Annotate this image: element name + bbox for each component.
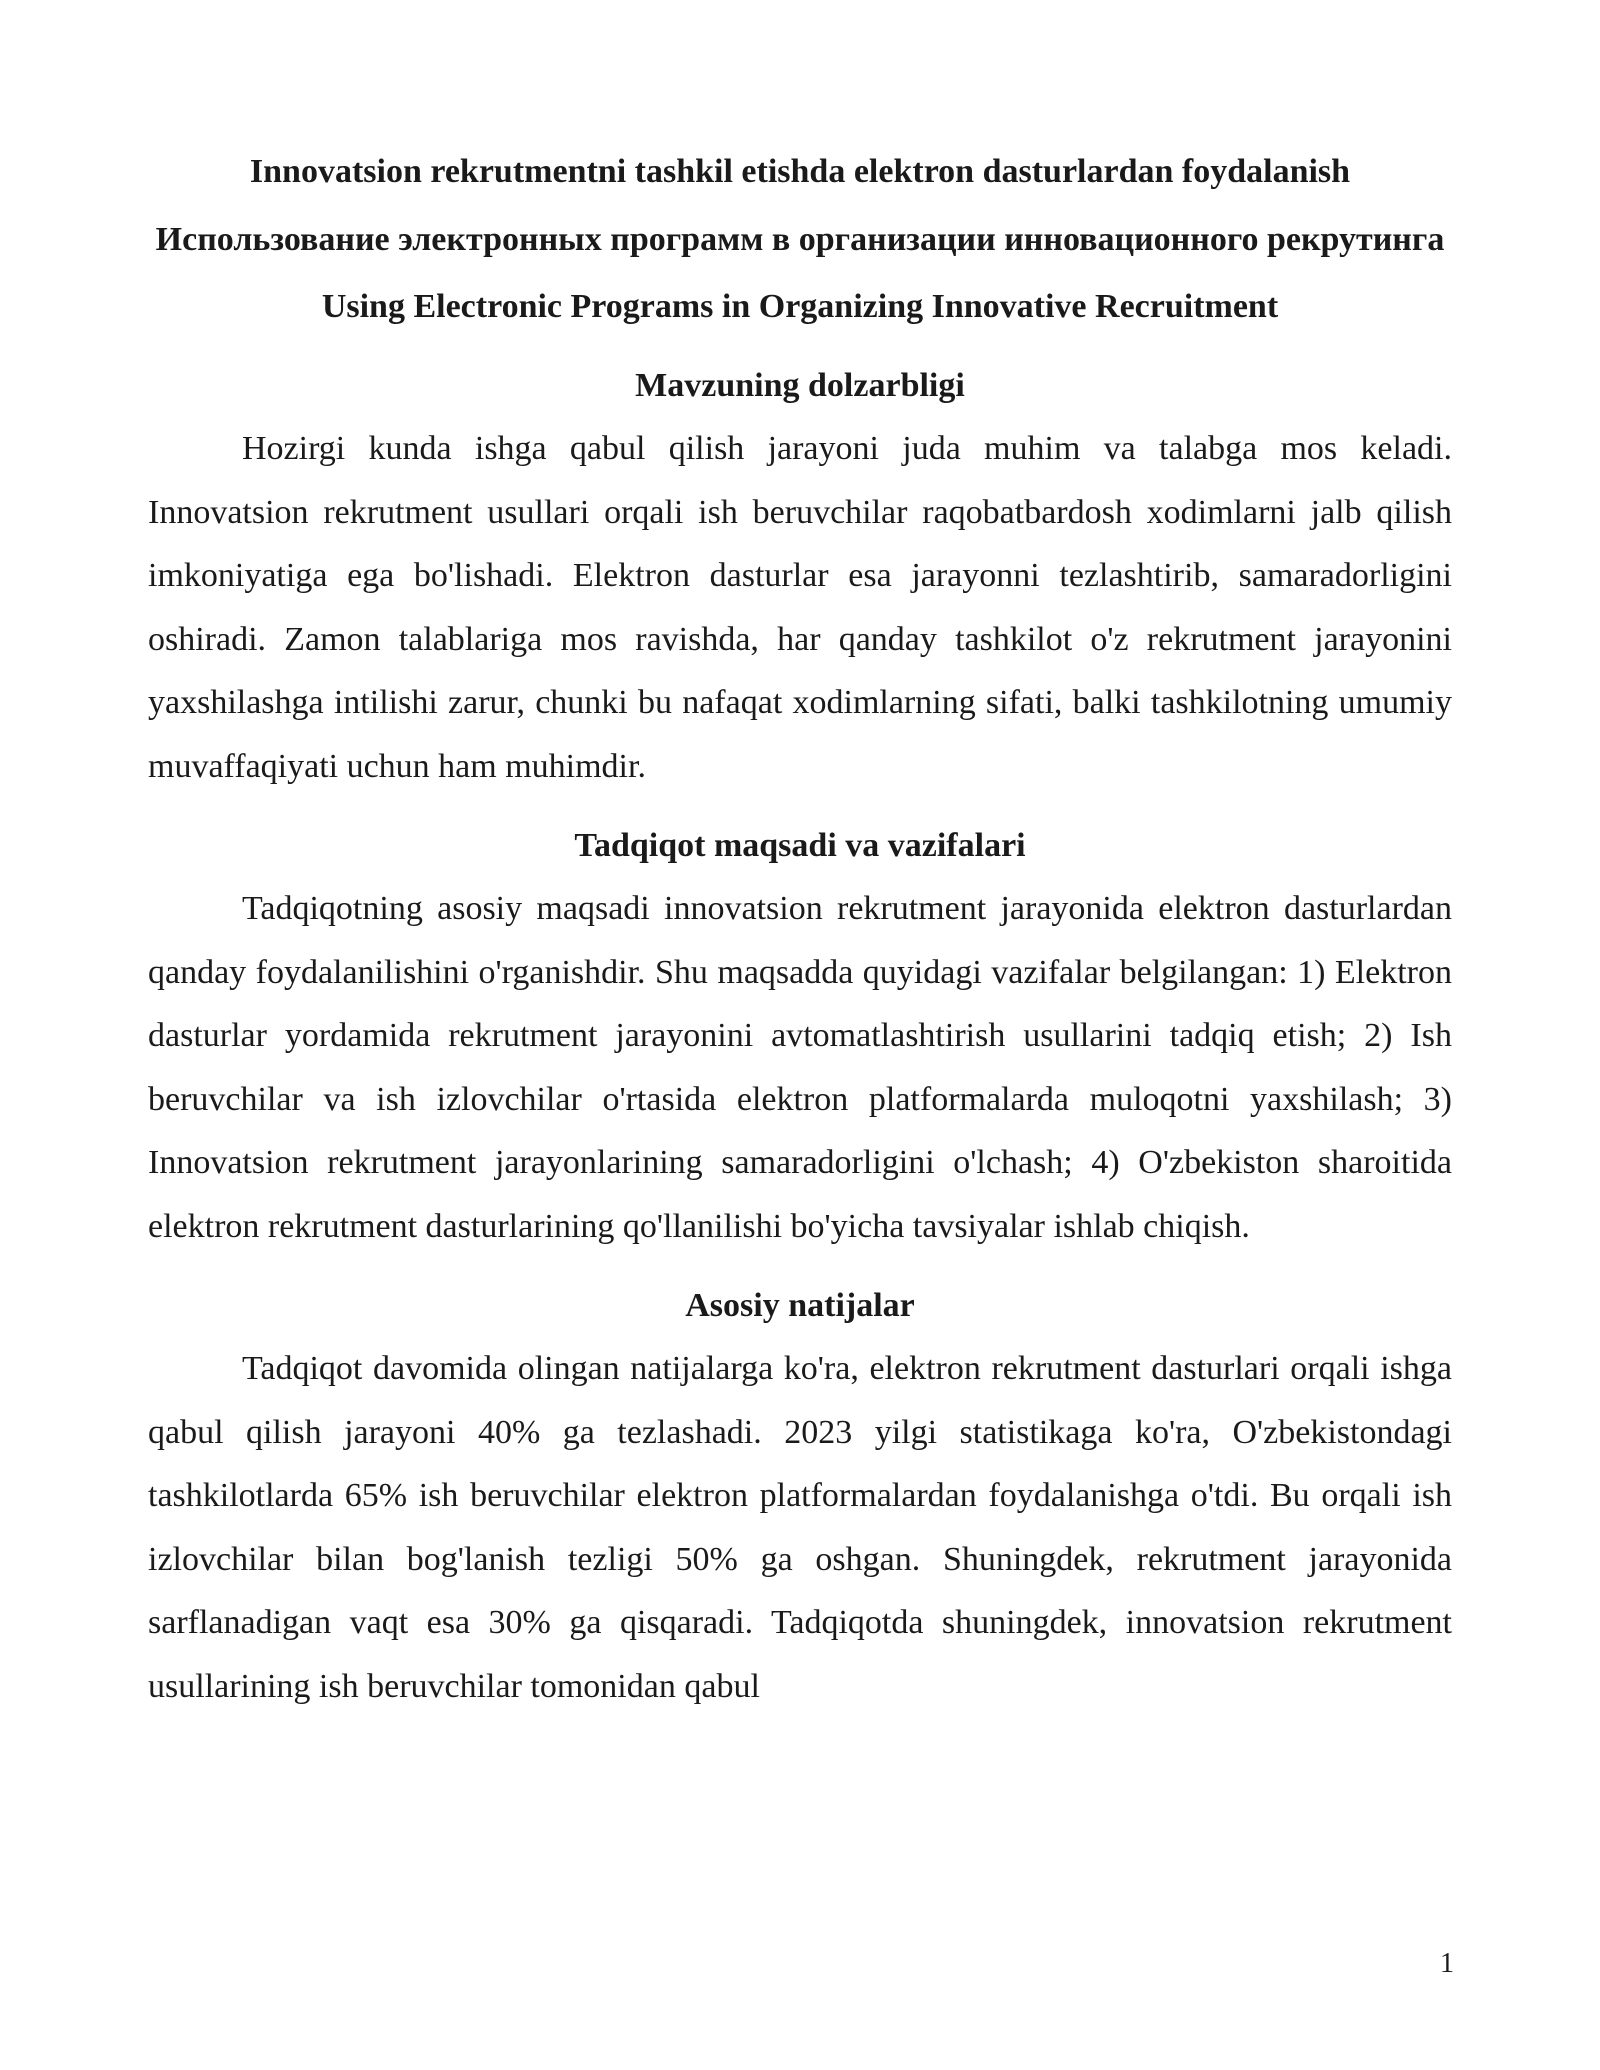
page-number: 1 xyxy=(1440,1948,1454,1979)
section-relevance xyxy=(148,354,1452,798)
section-heading: Mavzuning dolzarbligi xyxy=(635,367,965,404)
title-uzbek: Innovatsion rekrutmentni tashkil etishda elektron dasturlardan foydalanish xyxy=(249,153,1351,190)
section-goals xyxy=(148,814,1452,1258)
section-paragraph: Hozirgi kunda ishga qabul qilish jarayoni juda muhim va talabga mos keladi. Innovatsion rekrutment usullari orqali ish beruvchilar raqobatbardosh xodimlarni jalb qilish imkoniyatiga ega bo'lishadi. Elektron dasturlar esa jarayonni tezlashtirib, samaradorligini oshiradi. Zamon talablariga mos ravishda, har qanday tashkilot o'z rekrutment jarayonini yaxshilashga intilishi zarur, chunki bu nafaqat xodimlarning sifati, balki tashkilotning umumiy muvaffaqiyati uchun ham muhimdir. xyxy=(148,430,1452,785)
section-paragraph: Tadqiqotning asosiy maqsadi innovatsion rekrutment jarayonida elektron dasturlardan qanday foydalanilishini o'rganishdir. Shu maqsadda quyidagi vazifalar belgilangan: 1) Elektron dasturlar yordamida rekrutment jarayonini avtomatlashtirish usullarini tadqiq etish; 2) Ish beruvchilar va ish izlovchilar o'rtasida elektron platformalarda muloqotni yaxshilash; 3) Innovatsion rekrutment jarayonlarining samaradorligini o'lchash; 4) O'zbekiston sharoitida elektron rekrutment dasturlarining qo'llanilishi bo'yicha tavsiyalar ishlab chiqish. xyxy=(148,890,1452,1245)
title-russian: Использование электронных программ в организации инновационного рекрутинга xyxy=(155,221,1445,258)
title-english: Using Electronic Programs in Organizing Innovative Recruitment xyxy=(321,288,1279,325)
document-page xyxy=(148,140,1452,1718)
section-paragraph: Tadqiqot davomida olingan natijalarga ko'ra, elektron rekrutment dasturlari orqali ishga qabul qilish jarayoni 40% ga tezlashadi. 2023 yilgi statistikaga ko'ra, O'zbekistondagi tashkilotlarda 65% ish beruvchilar elektron platformalardan foydalanishga o'tdi. Bu orqali ish izlovchilar bilan bog'lanish tezligi 50% ga oshgan. Shuningdek, rekrutment jarayonida sarflanadigan vaqt esa 30% ga qisqaradi. Tadqiqotda shuningdek, innovatsion rekrutment usullarining ish beruvchilar tomonidan qabul xyxy=(148,1350,1452,1705)
section-heading: Asosiy natijalar xyxy=(685,1287,915,1324)
section-heading: Tadqiqot maqsadi va vazifalari xyxy=(574,827,1026,864)
section-results xyxy=(148,1274,1452,1718)
